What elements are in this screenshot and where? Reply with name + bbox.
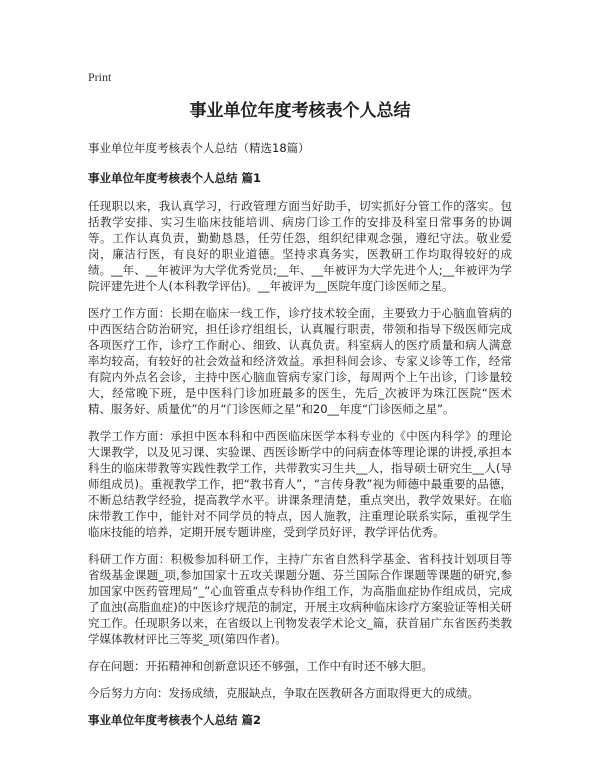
paragraph-intro: 任现职以来，我认真学习，行政管理方面当好助手，切实抓好分管工作的落实。包括教学安排、实习生临床技能培训、病房门诊工作的安排及科室日常事务的协调等。工作认真负责，勤勤恳恳，任劳任怨，组织纪律观念强，遵纪守法。敬业爱岗，廉洁行医，有良好的职业道德。坚持求真务实，医教研工作均取得较好的成绩。__年、__年被评为大学优秀党员;__年、__年被评为大学先进个人;__年被评为学院评建先进个人(本科教学评估)。__年被评为__医院年度门诊医师之星。 [88,199,512,293]
section-heading-2: 事业单位年度考核表个人总结 篇2 [88,713,262,727]
paragraph-teaching-work: 教学工作方面：承担中医本科和中西医临床医学本科专业的《中医内科学》的理论大课教学，以及见习课、实验课、西医诊断学中的问病查体等理论课的讲授,承担本科生的临床带教等实践性教学工作，共带教实习生共__人，指导硕士研究生__人(导师组成员)。重视教学工作，把“教书育人”，“言传身教”视为师德中最重要的品德，不断总结教学经验，提高教学水平。讲课条理清楚，重点突出，教学效果好。在临床带教工作中，能针对不同学员的特点，因人施教，注重理论联系实际，重视学生临床技能的培养，定期开展专题讲座，受到学员好评，教学评估优秀。 [88,429,512,539]
paragraph-future-direction: 今后努力方向：发扬成绩，克服缺点，争取在医教研各方面取得更大的成绩。 [88,686,479,700]
print-label: Print [88,70,112,84]
paragraph-medical-work: 医疗工作方面：长期在临床一线工作，诊疗技术较全面，主要致力于心脑血管病的中西医结合防治研究，担任诊疗组组长，认真履行职责，带领和指导下级医师完成各项医疗工作，诊疗工作耐心、细致、认真负责。科室病人的医疗质量和病人满意率均较高，有较好的社会效益和经济效益。承担科间会诊、专家义诊等工作，经常有院内外点名会诊，主持中医心脑血管病专家门诊，每周两个上午出诊，门诊量较大，经常晚下班，是中医科门诊加班最多的医生，先后_次被评为珠江医院“医术精、服务好、质量优”的月“门诊医师之星”和20__年度“门诊医师之星”。 [88,306,512,416]
paragraph-existing-problems: 存在问题：开拓精神和创新意识还不够强，工作中有时还不够大胆。 [88,659,433,673]
paragraph-research-work: 科研工作方面：积极参加科研工作，主持广东省自然科学基金、省科技计划项目等省级基金课题_项,参加国家十五攻关课题分题、芬兰国际合作课题等课题的研究,参加国家中医药管理局“_”心血管重点专科协作组工作，为高脂血症协作组成员，完成了血浊(高脂血症)的中医诊疗规范的制定，开展主攻病种临床诊疗方案验证等相关研究工作。任现职务以来，在省级以上刊物发表学术论文_篇，获首届广东省医药类教学媒体教材评比三等奖_项(第四作者)。 [88,552,512,646]
section-heading-1: 事业单位年度考核表个人总结 篇1 [88,171,262,185]
document-title: 事业单位年度考核表个人总结 [189,101,411,121]
document-subtitle: 事业单位年度考核表个人总结（精选18篇） [88,141,310,155]
